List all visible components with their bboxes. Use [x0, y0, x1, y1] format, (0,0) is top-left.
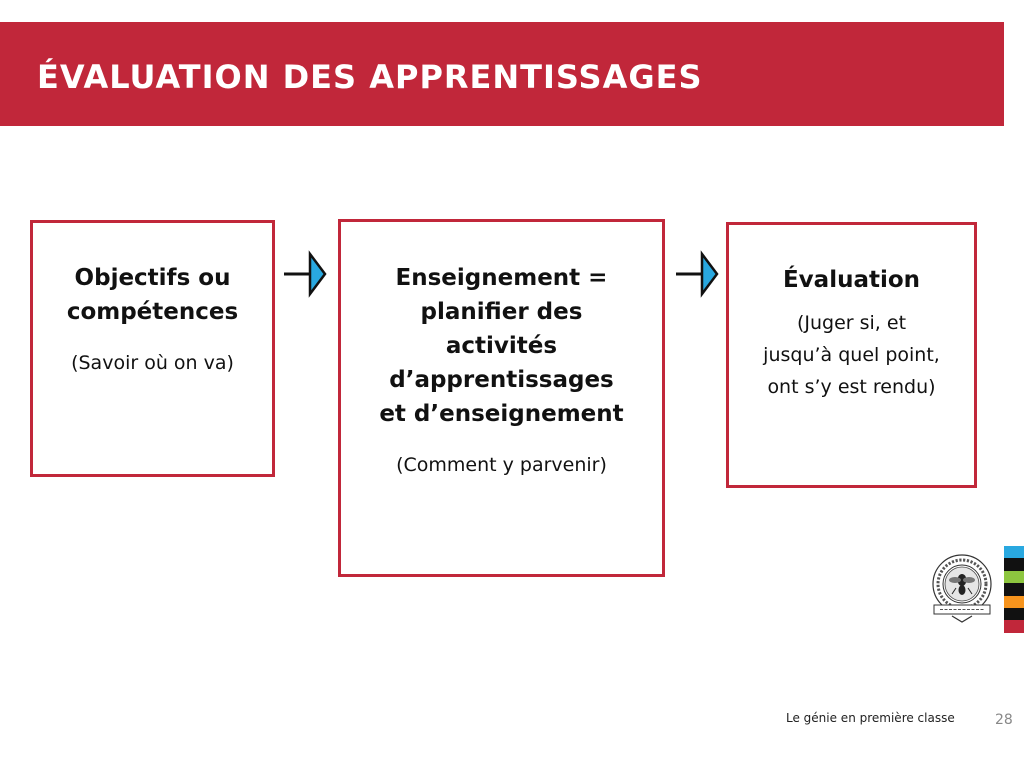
strip-segment [1004, 583, 1024, 595]
teaching-title-line-5: et d’enseignement [379, 401, 624, 427]
teaching-title-line-2: planifier des [420, 299, 583, 325]
evaluation-subtitle [729, 307, 974, 403]
school-seal-icon [928, 550, 996, 624]
teaching-box [338, 219, 665, 577]
strip-segment [1004, 596, 1024, 608]
objectives-title-line-2: compétences [66, 299, 239, 325]
evaluation-title [729, 263, 974, 297]
teaching-title [341, 261, 662, 431]
arrow-right-icon [672, 249, 722, 299]
objectives-subtitle-line-1: (Savoir où on va) [71, 352, 234, 374]
strip-segment [1004, 558, 1024, 570]
evaluation-subtitle-line-3: ont s’y est rendu) [767, 376, 936, 398]
teaching-subtitle [341, 449, 662, 481]
strip-segment [1004, 608, 1024, 620]
teaching-title-line-3: activités [445, 333, 558, 359]
slide-title: ÉVALUATION DES APPRENTISSAGES [37, 58, 703, 96]
objectives-title [33, 261, 272, 329]
arrow-right-icon [280, 249, 330, 299]
strip-segment [1004, 546, 1024, 558]
evaluation-title-line-1: Évaluation [782, 267, 921, 293]
objectives-subtitle [33, 347, 272, 379]
teaching-subtitle-line-1: (Comment y parvenir) [396, 454, 607, 476]
page-number: 28 [995, 712, 1013, 728]
teaching-title-line-1: Enseignement = [395, 265, 608, 291]
objectives-box [30, 220, 275, 477]
evaluation-box [726, 222, 977, 488]
strip-segment [1004, 571, 1024, 583]
strip-segment [1004, 620, 1024, 632]
objectives-title-line-1: Objectifs ou [74, 265, 231, 291]
evaluation-subtitle-line-1: (Juger si, et [796, 312, 907, 334]
footer-tagline: Le génie en première classe [786, 711, 955, 725]
evaluation-subtitle-line-2: jusqu’à quel point, [763, 344, 940, 366]
teaching-title-line-4: d’apprentissages [389, 367, 614, 393]
